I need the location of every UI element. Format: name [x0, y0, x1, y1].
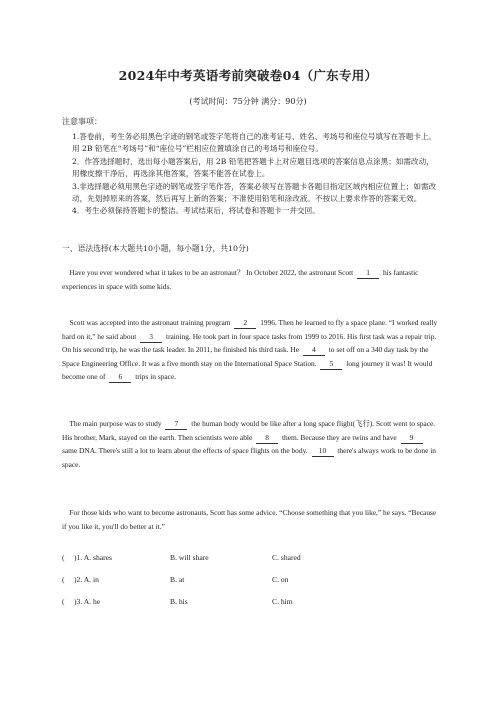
passage-text: training. He took part in four space tasks from 1999 to 2016. His first task was a repair trip. On his second trip, he was the task leader. In 2011, he finished his third task. He — [62, 331, 437, 355]
notice-item: 2．作答选择题时，选出每小题答案后，用 2B 铅笔把答题卡上对应题目选项的答案信息点涂黑；如需改动，用橡皮擦干净后，再选涂其他答案，答案不能答在试卷上。 — [72, 156, 434, 179]
notice-heading: 注意事项： — [62, 117, 102, 126]
blank-6: 6 — [109, 372, 131, 383]
passage-text: trips in space. — [135, 372, 177, 382]
option-b: B. at — [170, 575, 185, 584]
passage-text: them. Because they are twins and have — [281, 432, 397, 442]
notice-item: 1.答卷前，考生务必用黑色字迹的钢笔或签字笔将自己的准考证号、姓名、考场号和座位号填写在答题卡上。用 2B 铅笔在“考场号”和“座位号”栏相应位置填涂自己的考场号和座位号。 — [72, 132, 437, 154]
option-a: )1. A. shares — [74, 553, 112, 562]
passage-text: For those kids who want to become astronauts, Scott has some advice. “Choose something that you like,” he says. “Because if you like it, you'll do better at it.” — [62, 508, 437, 531]
option-b: B. his — [170, 597, 188, 606]
blank-2: 2 — [234, 318, 256, 329]
passage-text: Have you ever wondered what it takes to be an astronaut？ In October 2022, the astronaut Scott — [69, 268, 354, 277]
blank-8: 8 — [256, 433, 278, 444]
page-title: 2024年中考英语考前突破卷04（广东专用） — [118, 68, 378, 83]
option-a: )3. A. he — [74, 597, 101, 606]
passage-paragraph — [62, 316, 438, 384]
passage-text: there's always work to be done in space. — [62, 446, 436, 469]
passage-paragraph — [62, 417, 438, 471]
answer-paren: ( — [62, 575, 65, 584]
option-c: C. on — [272, 575, 289, 584]
blank-10: 10 — [312, 446, 334, 457]
notice-item: 3.非选择题必须用黑色字迹的钢笔或签字笔作答，答案必须写在答题卡各题目指定区域内相应位置上；如需改动，先划掉原来的答案，然后再写上新的答案；不准使用铅笔和涂改液。不按以上要求作答的答案无效。 — [72, 181, 437, 204]
notice-item: 4．考生必须保持答题卡的整洁。考试结束后，将试卷和答题卡一并交回。 — [72, 206, 320, 216]
passage-text: The main purpose was to study — [69, 419, 162, 428]
question-options-row — [62, 597, 442, 609]
blank-9: 9 — [401, 433, 423, 444]
blank-3: 3 — [140, 332, 162, 343]
passage-text: his fantastic experiences in space with some kids. — [62, 268, 419, 291]
option-a: )2. A. in — [74, 575, 99, 584]
passage-paragraph — [62, 506, 438, 533]
blank-5: 5 — [320, 359, 342, 370]
blank-7: 7 — [165, 419, 187, 430]
question-options-row — [62, 575, 442, 587]
answer-paren: ( — [62, 553, 65, 562]
blank-4: 4 — [303, 345, 325, 356]
option-c: C. him — [272, 597, 293, 606]
option-b: B. will share — [170, 553, 209, 562]
passage-text: to set off on a 340 day task by the Space Engineering Office. It was a five month stay on the International Space Station. — [62, 345, 429, 368]
passage-paragraph — [62, 266, 438, 293]
passage-text: same DNA. There's still a lot to learn about the effects of space flights on the body. — [62, 446, 308, 456]
exam-time-info: (考试时间：75分钟 满分：90分) — [189, 97, 307, 106]
passage-text: Scott was accepted into the astronaut training program — [69, 318, 231, 327]
passage-text: 1996. Then he learned to fly a space plane. “I worked really hard on it,” he said about — [62, 318, 438, 341]
section-heading: 一、语法选择(本大题共10小题，每小题1分，共10分) — [62, 244, 249, 253]
blank-1: 1 — [357, 268, 379, 279]
question-options-row — [62, 553, 442, 565]
passage-text: long journey it was! It would become one of — [62, 358, 433, 382]
answer-paren: ( — [62, 597, 65, 606]
passage-text: the human body would be like after a long space flight(飞行). Scott went to space. His brother, Mark, stayed on the earth. Then scientists were able — [62, 419, 436, 442]
option-c: C. shared — [272, 553, 301, 562]
notice-list — [62, 131, 438, 218]
